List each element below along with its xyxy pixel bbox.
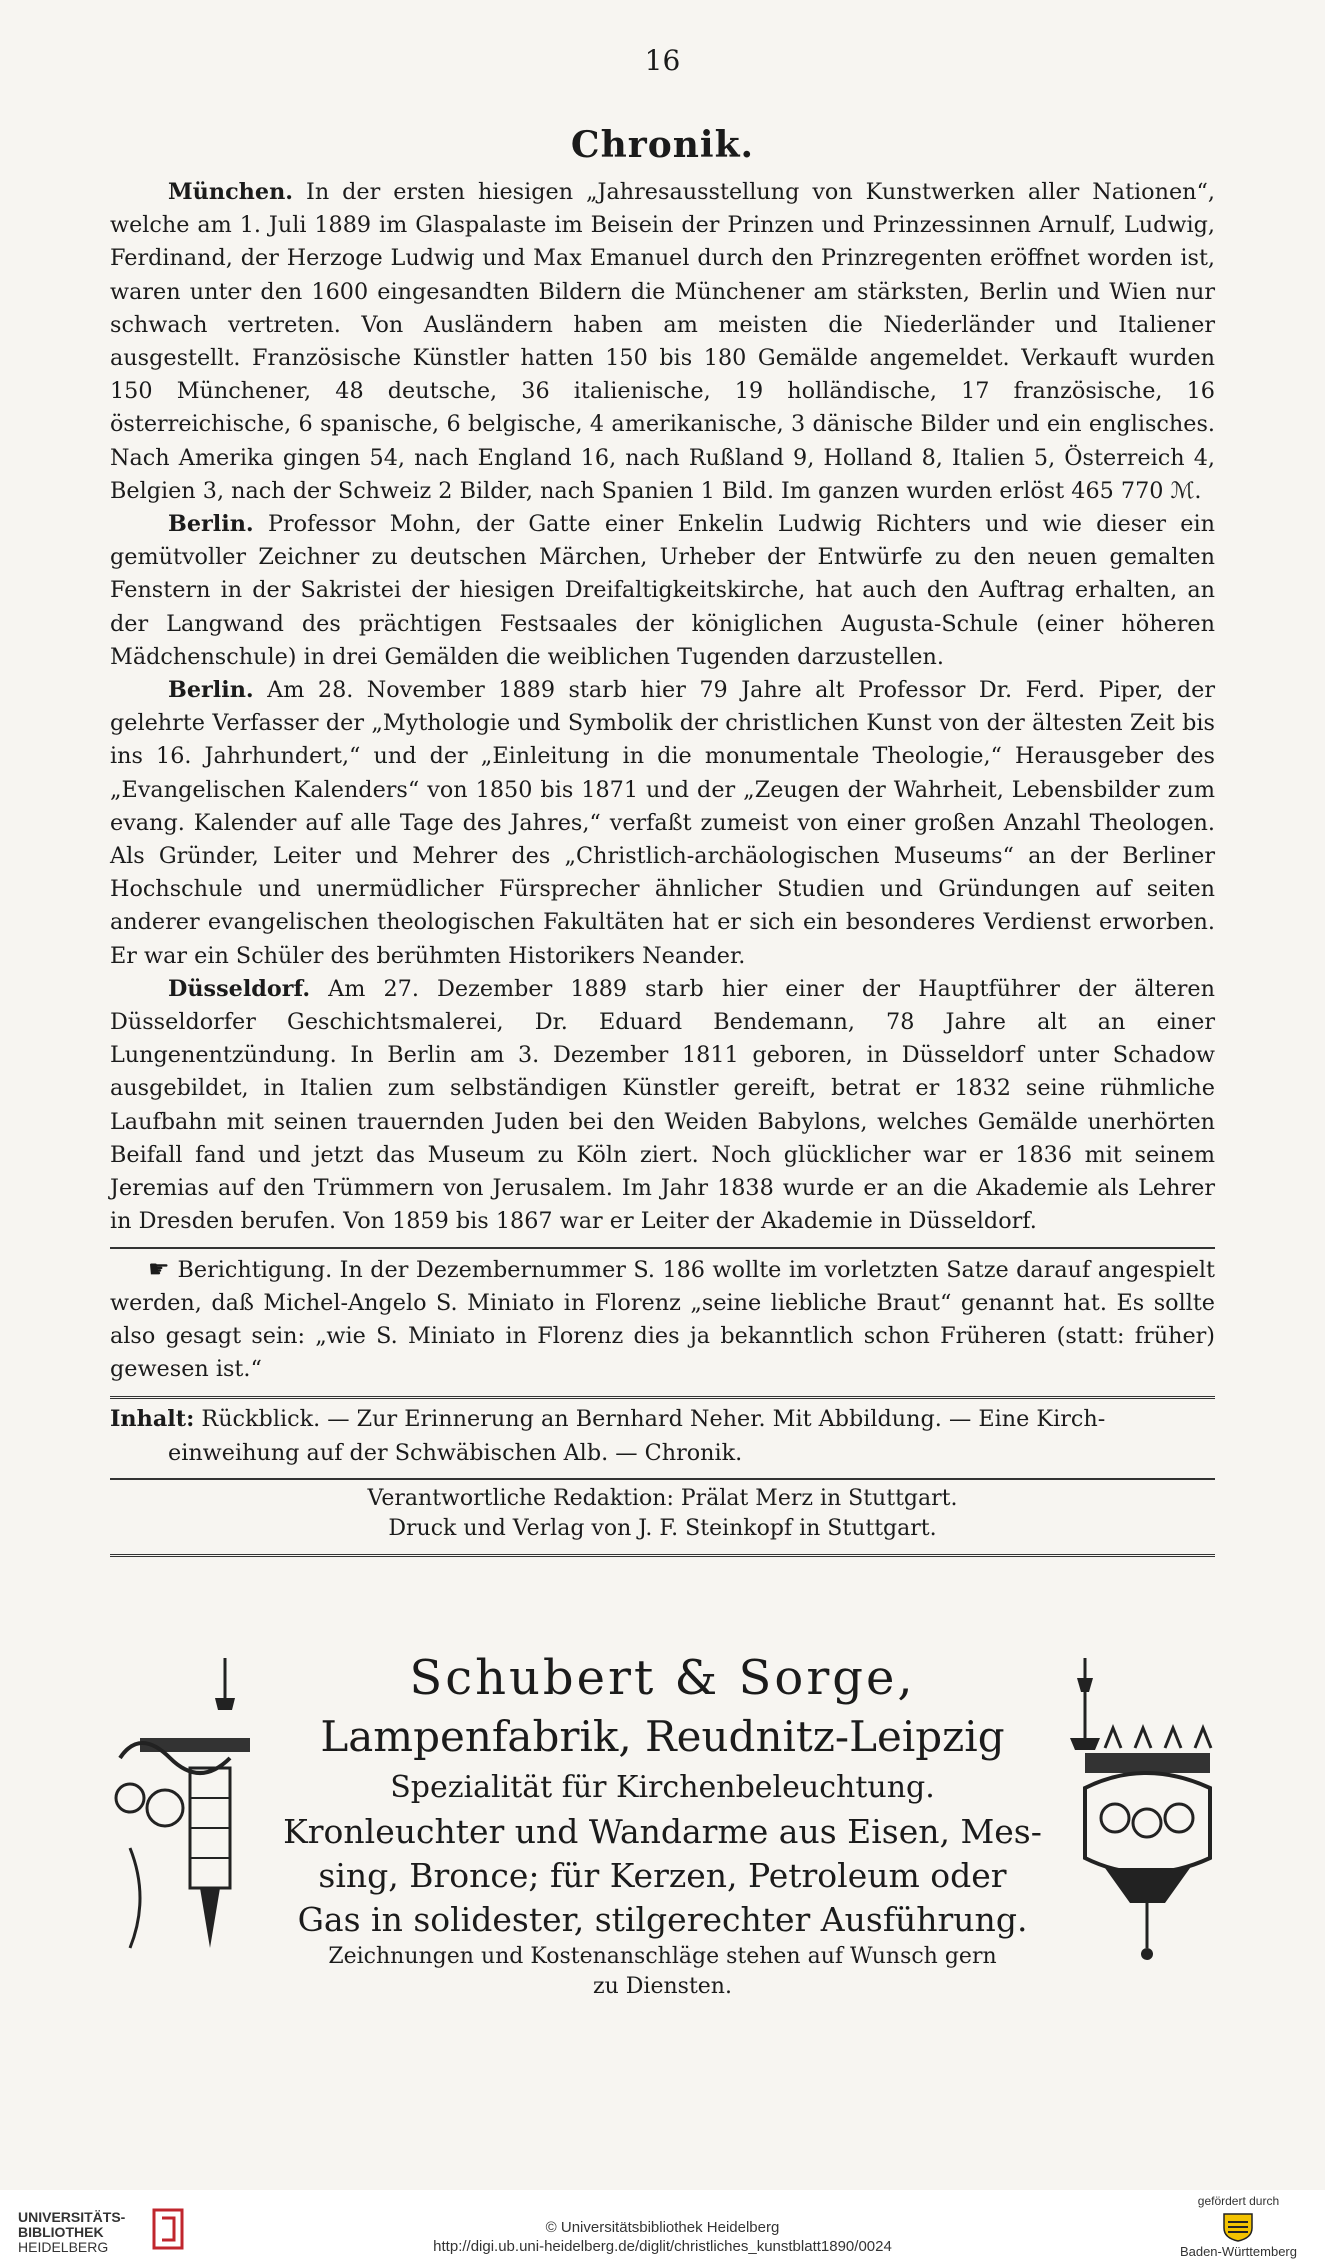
- correction-text: Berichtigung. In der Dezembernummer S. 186 wollte im vorletzten Satze darauf angespielt werden, daß Michel-Angelo S. Miniato in Florenz „seine liebliche Braut“ genannt hat. Es sollte also gesagt sein: „wie S. Miniato in Florenz dies ja bekanntlich schon Früheren (statt: früher) gewesen ist.“: [110, 1256, 1215, 1383]
- divider: [110, 1478, 1215, 1480]
- digitization-footer: [0, 2190, 1325, 2264]
- divider: [110, 1554, 1215, 1557]
- library-line: UNIVERSITÄTS-: [18, 2209, 126, 2225]
- section-heading: Chronik.: [570, 124, 755, 166]
- contents-label: Inhalt:: [110, 1406, 195, 1433]
- company-location: Lampenfabrik, Reudnitz-Leipzig: [320, 1712, 1005, 1761]
- state-coat-of-arms-icon: [1218, 2212, 1258, 2242]
- offer-line: zu Diensten.: [593, 1974, 732, 1999]
- copyright-block: [0, 2218, 1325, 2256]
- news-paragraph: [110, 508, 1215, 674]
- library-line: BIBLIOTHEK: [18, 2224, 104, 2240]
- specialty: Spezialität für Kirchenbeleuchtung.: [390, 1770, 935, 1805]
- chandelier-illustration: [1065, 1658, 1215, 2018]
- correction-note: [110, 1253, 1215, 1387]
- permalink-url[interactable]: http://digi.ub.uni-heidelberg.de/diglit/christliches_kunstblatt1890/0024: [433, 2238, 892, 2255]
- advertisement: [110, 1628, 1215, 2018]
- page-number: 16: [644, 44, 681, 77]
- article-body: [110, 176, 1215, 1561]
- offer-line: Zeichnungen und Kostenanschläge stehen auf Wunsch gern: [328, 1944, 997, 1969]
- state-name: Baden-Württemberg: [1179, 2244, 1297, 2259]
- paragraph-text: Professor Mohn, der Gatte einer Enkelin Ludwig Richters und wie dieser ein gemütvoller Zeichner zu deutschen Märchen, Urheber der Entwürfe zu den neuen gemalten Fenstern in der Sakristei der hiesigen Dreifaltigkeitskirche, hat auch den Auftrag erhalten, an der Langwand des prächtigen Festsaales der königlichen Augusta-Schule (einer höheren Mädchenschule) in drei Gemälden die weiblichen Tugenden darzustellen.: [110, 511, 1215, 670]
- copyright-text: © Universitätsbibliothek Heidelberg: [545, 2219, 780, 2236]
- wall-lamp-illustration: [110, 1658, 260, 2018]
- place-name: München.: [168, 179, 294, 205]
- product-line: Gas in solidester, stilgerechter Ausführung.: [297, 1900, 1028, 1939]
- product-line: Kronleuchter und Wandarme aus Eisen, Mes-: [283, 1812, 1042, 1851]
- paragraph-text: Am 27. Dezember 1889 starb hier einer der Hauptführer der älteren Düsseldorfer Geschichtsmalerei, Dr. Eduard Bendemann, 78 Jahre alt an einer Lungenentzündung. In Berlin am 3. Dezember 1811 geboren, in Düsseldorf unter Schadow ausgebildet, in Italien zum selbständigen Künstler gereift, betrat er 1832 seine rühmliche Laufbahn mit seinen trauernden Juden bei den Weiden Babylons, welches Gemälde unerhörten Beifall fand und jetzt das Museum zu Köln ziert. Noch glücklicher war er 1836 mit seinem Jeremias auf den Trümmern von Jerusalem. Im Jahr 1838 wurde er an die Akademie als Lehrer in Dresden berufen. Von 1859 bis 1867 war er Leiter der Akademie in Düsseldorf.: [110, 975, 1215, 1235]
- table-of-contents: [110, 1403, 1215, 1469]
- place-name: Düsseldorf.: [168, 975, 311, 1002]
- divider: [110, 1396, 1215, 1399]
- news-paragraph: [110, 973, 1215, 1239]
- news-paragraph: [110, 176, 1215, 508]
- ad-text: [260, 1648, 1065, 2002]
- paragraph-text: Am 28. November 1889 starb hier 79 Jahre alt Professor Dr. Ferd. Piper, der gelehrte Verfasser der „Mythologie und Symbolik der christlichen Kunst von der ältesten Zeit bis ins 16. Jahrhundert,“ und der „Einleitung in die monumentale Theologie,“ Herausgeber des „Evangelischen Kalenders“ von 1850 bis 1871 und der „Zeugen der Wahrheit, Lebensbilder zum evang. Kalender auf alle Tage des Jahres,“ verfaßt zumeist von einer großen Anzahl Theologen. Als Gründer, Leiter und Mehrer des „Christlich-archäologischen Museums“ an der Berliner Hochschule und unermüdlicher Fürsprecher ähnlicher Studien und Gründungen auf seiten anderer evangelischen theologischen Fakultäten hat er sich ein besonderes Verdienst erworben. Er war ein Schüler des berühmten Historikers Neander.: [110, 677, 1215, 969]
- product-line: sing, Bronce; für Kerzen, Petroleum oder: [318, 1856, 1007, 1895]
- imprint: [110, 1484, 1215, 1544]
- contents-line: einweihung auf der Schwäbischen Alb. — Chronik.: [168, 1439, 743, 1466]
- company-name: Schubert & Sorge,: [409, 1650, 916, 1706]
- funding-credit: [1180, 2194, 1297, 2259]
- contents-line: Rückblick. — Zur Erinnerung an Bernhard Neher. Mit Abbildung. — Eine Kirch-: [194, 1406, 1106, 1433]
- publisher-line: Druck und Verlag von J. F. Steinkopf in Stuttgart.: [388, 1515, 937, 1541]
- funded-by-label: gefördert durch: [1197, 2194, 1280, 2208]
- editor-line: Verantwortliche Redaktion: Prälat Merz in Stuttgart.: [367, 1485, 958, 1511]
- paragraph-text: In der ersten hiesigen „Jahresausstellung von Kunstwerken aller Nationen“, welche am 1. Juli 1889 im Glaspalaste im Beisein der Prinzen und Prinzessinnen Arnulf, Ludwig, Ferdinand, der Herzoge Ludwig und Max Emanuel durch den Prinzregenten eröffnet worden ist, waren unter den 1600 eingesandten Bildern die Münchener am stärksten, Berlin und Wien nur schwach vertreten. Von Ausländern haben am meisten die Niederländer und Italiener ausgestellt. Französische Künstler hatten 150 bis 180 Gemälde angemeldet. Verkauft wurden 150 Münchener, 48 deutsche, 36 italienische, 19 holländische, 17 französische, 16 österreichische, 6 spanische, 6 belgische, 4 amerikanische, 3 dänische Bilder und ein englisches. Nach Amerika gingen 54, nach England 16, nach Rußland 9, Holland 8, Italien 5, Österreich 4, Belgien 3, nach der Schweiz 2 Bilder, nach Spanien 1 Bild. Im ganzen wurden erlöst 465 770 ℳ.: [110, 179, 1215, 504]
- pointing-hand-icon: ☛: [148, 1254, 170, 1283]
- place-name: Berlin.: [168, 677, 254, 704]
- library-line: HEIDELBERG: [18, 2239, 109, 2255]
- divider: [110, 1247, 1215, 1249]
- place-name: Berlin.: [168, 511, 254, 538]
- news-paragraph: [110, 674, 1215, 973]
